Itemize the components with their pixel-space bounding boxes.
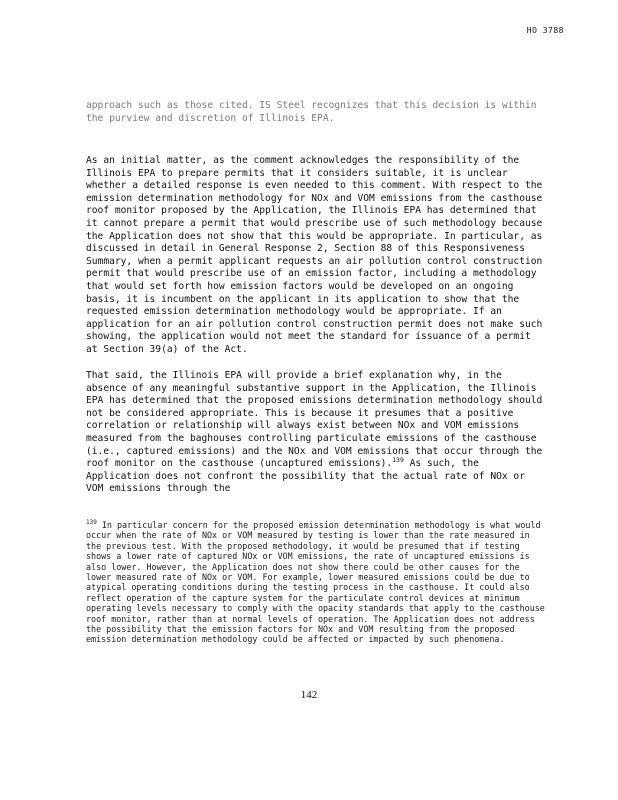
page-number: 142: [300, 689, 318, 701]
paragraph-initial-matter: [86, 155, 548, 357]
paragraph-text-before-ref: That said, the Illinois EPA will provide a brief explanation why, in the absence of any meaningful substantive support in the Application, the Illinois EPA has determined that the proposed emissions determination methodology should not be considered appropriate. This is because it presumes that a positive correlation or relationship will always exist between NOx and VOM emissions measured from the baghouses controlling particulate emissions of the casthouse (i.e., captured emissions) and the NOx and VOM emissions that occur through the roof monitor on the casthouse (uncaptured emissions).: [86, 370, 543, 470]
footnote-body: In particular concern for the proposed emission determination methodology is what would occur when the rate of NOx or VOM measured by testing is lower than the rate measured in the previous test. With the proposed methodology, it would be presumed that if testing shows a lower rate of captured NOx or VOM emissions, the rate of uncaptured emissions is also lower. However, the Application does not show there could be other causes for the lower measured rate of NOx or VOM. For example, lower measured emissions could be due to atypical operating conditions during the testing process in the casthouse. It could also reflect operation of the capture system for the particulate control devices at minimum operating levels necessary to comply with the opacity standards that apply to the casthouse roof monitor, rather than at normal levels of operation. The Application does not address the possibility that the emission factors for NOx and VOM resulting from the proposed emission determination methodology could be affected or impacted by such phenomena.: [86, 520, 545, 645]
footnote: [86, 520, 548, 645]
footnote-text: [86, 520, 548, 645]
header-code: HO 3788: [526, 26, 564, 35]
paragraph-that-said: [86, 370, 548, 496]
paragraph-text-after-ref: As such, the Application does not confront the possibility that the actual rate of NOx or VOM emissions through the: [86, 458, 525, 495]
paragraph-text: As an initial matter, as the comment acknowledges the responsibility of the Illinois EPA to prepare permits that it considers suitable, it is unclear whether a detailed response is even needed to this comment. With respect to the emission determination methodology for NOx and VOM emissions from the casthouse roof monitor proposed by the Application, the Illinois EPA has determined that it cannot prepare a permit that would prescribe use of such methodology because the Application does not show that this would be appropriate. In particular, as discussed in detail in General Response 2, Section 88 of this Responsiveness Summary, when a permit applicant requests an air pollution control construction permit that would prescribe use of an emission factor, including a methodology that would set forth how emission factors would be developed on an ongoing basis, it is incumbent on the applicant in its application to show that the requested emission determination methodology would be appropriate. If an application for an air pollution control construction permit does not make such showing, the application would not meet the standard for issuance of a permit at Section 39(a) of the Act.: [86, 155, 543, 355]
footnote-mark: 139: [86, 519, 97, 527]
intro-text: approach such as those cited. IS Steel recognizes that this decision is within the purview and discretion of Illinois EPA.: [86, 100, 537, 124]
footnote-reference: 139: [392, 455, 404, 464]
paragraph-text: [86, 370, 548, 496]
